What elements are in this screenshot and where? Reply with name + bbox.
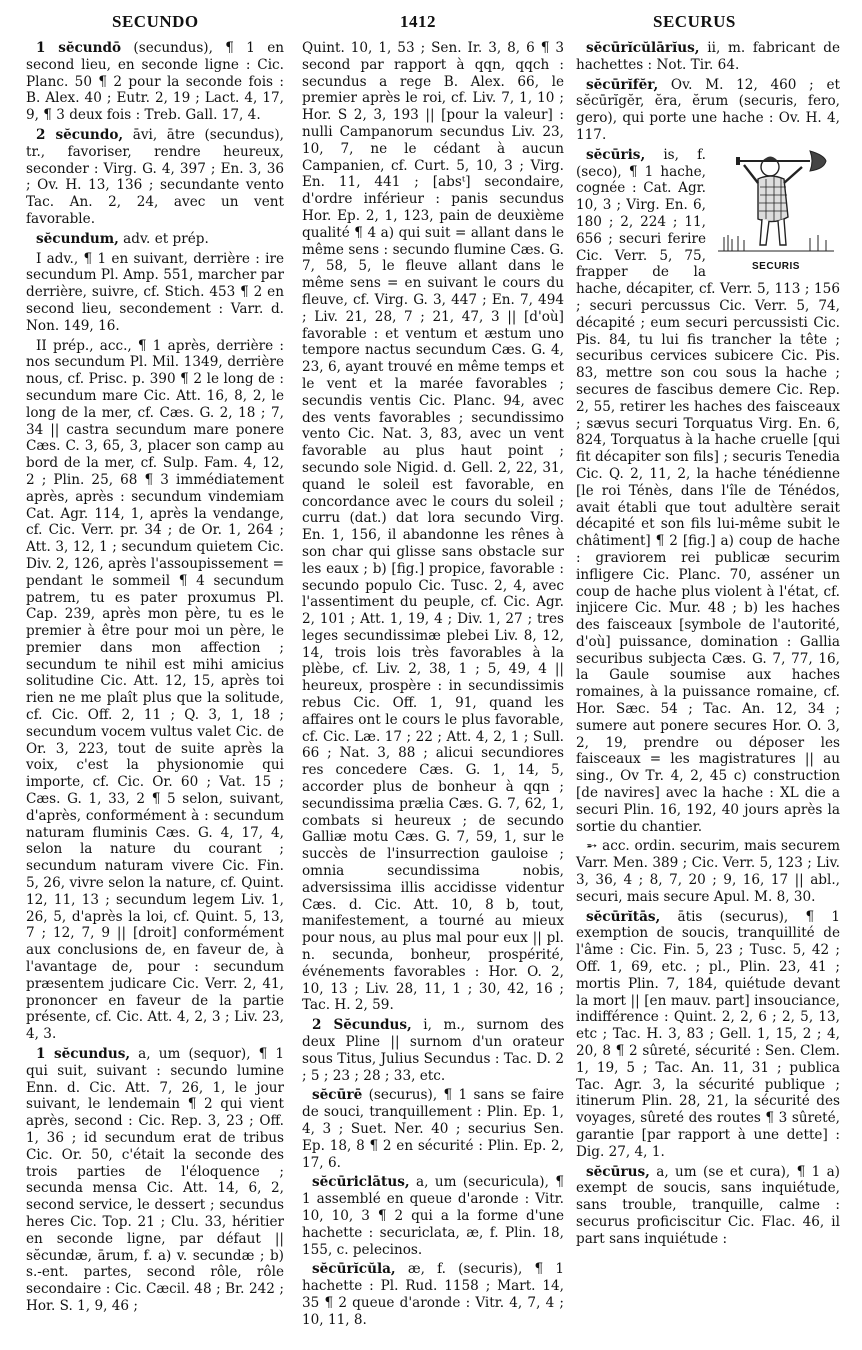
entry-text: adv. et prép. xyxy=(118,230,209,247)
entry-headword: sĕcūrĭcŭlārĭus, xyxy=(586,40,700,56)
entry-text: a, um (sequor), ¶ 1 qui suit, suivant : secundo lumine Enn. d. Cic. Att. 7, 26, 1, le jour suivant, le lendemain ¶ 2 qui vient après, second : Cic. Rep. 3, 23 ; Off. 1, 36 ; id secundum erat de tribus Cic. Or. 50, c'était la seconde des trois parties de l'éloquence ; secunda mensa Cic. Att. 14, 6, 2, second service, le dessert ; secundus heres Cic. Top. 21 ; Clu. 33, héritier en seconde ligne, par défaut || sĕcundæ, ārum, f. a) v. secundæ ; b) s.-ent. partes, second rôle, rôle secondaire : Cic. Cæcil. 48 ; Br. 242 ; Hor. S. 1, 9, 46 ; xyxy=(26,1046,285,1314)
entry-headword: sĕcūris, xyxy=(586,146,646,163)
entry-headword: 2 Sĕcundus, xyxy=(312,1017,412,1034)
entry-text: a, um (se et cura), ¶ 1 a) exempt de soucis, sans inquiétude, sans trouble, tranquille, calme : securus proficiscitur Cic. Flac. 46, il part sans inquiétude : xyxy=(576,1163,840,1247)
entry-text: (secundus), ¶ 1 en second lieu, en seconde ligne : Cic. Planc. 50 ¶ 2 pour la seconde fois : B. Alex. 40 ; Eutr. 2, 19 ; Lact. 4, 17, 9, ¶ 3 deux fois : Treb. Gall. 17, 4. xyxy=(26,40,284,124)
entry-text: Ov. M. 12, 460 ; et sĕcūrĭgĕr, ĕra, ĕrum (securis, fero, gero), qui porte une hache : Ov. H. 4, 117. xyxy=(576,76,840,143)
page-number: 1412 xyxy=(400,12,436,31)
header-first-entry: SECUNDO xyxy=(112,12,199,31)
lictor-with-axe-icon xyxy=(714,147,838,257)
entry-headword: 2 sĕcundo, xyxy=(36,126,124,143)
entry-text: (securus), ¶ 1 sans se faire de souci, tranquillement : Plin. Ep. 1, 4, 3 ; Suet. Ner. 40 ; securius Sen. Ep. 18, 8 ¶ 2 en sécurité : Plin. Ep. 2, 17, 6. xyxy=(302,1087,564,1171)
entry-headword: sĕcūrĭtās, xyxy=(586,908,661,925)
header-last-entry: SECURUS xyxy=(653,12,736,31)
entry xyxy=(26,231,284,248)
entry xyxy=(576,147,840,836)
entry xyxy=(302,1174,564,1258)
figure-caption: SECURIS xyxy=(752,260,800,272)
entry-text: II prép., acc., ¶ 1 après, derrière : nos secundum Pl. Mil. 1349, derrière nous, cf. Prisc. p. 390 ¶ 2 le long de : secundum mare Cic. Att. 16, 8, 2, le long de la mer, cf. Cæs. G. 2, 18 ; 7, 34 || castra secundum mare ponere Cæs. C. 3, 65, 3, placer son camp au bord de la mer, cf. Sulp. Fam. 4, 12, 2 ; Plin. 25, 68 ¶ 3 immédiatement après, après : secundum vindemiam Cat. Agr. 114, 1, après la vendange, cf. Cic. Verr. pr. 34 ; de Or. 1, 264 ; Att. 3, 12, 1 ; secundum quietem Cic. Div. 2, 126, après l'assoupissement = pendant le sommeil ¶ 4 secundum patrem, tu es pater proxumus Pl. Cap. 239, après mon père, tu es le premier à être pour moi un père, le premier dans mon affection ; secundum te nihil est mihi amicius solitudine Cic. Att. 12, 15, après toi rien ne me plaît plus que la solitude, cf. Cic. Off. 2, 11 ; Q. 3, 1, 18 ; secundum vocem vultus valet Cic. de Or. 3, 223, tout de suite après la voix, c'est la physionomie qui importe, cf. Cic. Or. 60 ; Vat. 15 ; Cæs. G. 1, 33, 2 ¶ 5 selon, suivant, d'après, conformément à : secundum naturam fluminis Cæs. G. 4, 17, 4, selon la nature du courant ; secundum naturam vivere Cic. Fin. 5, 26, vivre selon la nature, cf. Quint. 12, 11, 13 ; secundum legem Liv. 1, 26, 5, d'après la loi, cf. Quint. 5, 13, 7 ; 12, 7, 9 || [droit] conformément aux conclusions de, en faveur de, à l'avantage de, pour : secundum præsentem judicare Cic. Verr. 2, 41, prononcer en faveur de la partie présente, cf. Cic. Att. 4, 2, 3 ; Liv. 23, 4, 3. xyxy=(26,337,284,1043)
entry-headword: sĕcūrus, xyxy=(586,1163,650,1180)
column-2 xyxy=(302,40,564,1332)
entry-headword: sĕcūriclātus, xyxy=(312,1174,410,1191)
entry-section xyxy=(26,338,284,1043)
entry-text: Quint. 10, 1, 53 ; Sen. Ir. 3, 8, 6 ¶ 3 second par rapport à qqn, qqch : secundus a rege B. Alex. 66, le premier après le roi, cf. Liv. 7, 1, 10 ; Hor. S 2, 3, 193 || [pour la valeur] : nulli Campanorum secundus Liv. 23, 10, 7, ne le cédant à aucun Campanien, cf. Curt. 5, 10, 3 ; Virg. En. 11, 441 ; [absᵗ] secondaire, d'ordre inférieur : panis secundus Hor. Ep. 2, 1, 123, pain de deuxième qualité ¶ 4 a) qui suit = allant dans le même sens : secundo flumine Cæs. G. 7, 58, 5, le fleuve allant dans le même sens = en suivant le cours du fleuve, cf. Virg. G. 3, 447 ; En. 7, 494 ; Liv. 21, 28, 7 ; 21, 47, 3 || [d'où] favorable : et ventum et æstum uno tempore nactus secundum Cæs. G. 4, 23, 6, ayant trouvé en même temps et le vent et la marée favorables ; secundis ventis Cic. Planc. 94, avec des vents favorables ; secundissimo vento Cic. Nat. 3, 83, avec un vent favorable au plus haut point ; secundo sole Nigid. d. Gell. 2, 22, 31, quand le soleil est favorable, en concordance avec le cours du soleil ; curru (dat.) dat lora secundo Virg. En. 1, 156, il abandonne les rênes à son char qui glisse sans obstacle sur les eaux ; b) [fig.] propice, favorable : secundo populo Cic. Tusc. 2, 4, avec l'assentiment du peuple, cf. Cic. Agr. 2, 101 ; Att. 1, 19, 4 ; Div. 1, 27 ; tres leges secundissimæ plebei Liv. 8, 12, 14, trois lois très favorables à la plèbe, cf. Liv. 2, 38, 1 ; 5, 49, 4 || heureux, prospère : in secundissimis rebus Cic. Off. 1, 91, quand les affaires ont le cours le plus favorable, cf. Cic. Læ. 17 ; 22 ; Att. 4, 2, 1 ; Sull. 66 ; Nat. 3, 88 ; alicui secundiores res concedere Cæs. G. 1, 14, 5, accorder plus de bonheur à qqn ; secundissima prælia Cæs. G. 7, 62, 1, combats si heureux ; de secundo Galliæ motu Cæs. G. 7, 59, 1, sur le succès de l'insurrection gauloise ; omnia secundissima nobis, adversissima illis accidisse videntur Cæs. d. Cic. Att. 10, 8 b, tout, manifestement, a tourné au mieux pour nous, au plus mal pour eux || pl. n. secunda, bonheur, prospérité, événements favorables : Hor. O. 2, 10, 13 ; Liv. 28, 11, 1 ; 30, 42, 16 ; Tac. H. 2, 59. xyxy=(302,40,564,1014)
entry xyxy=(576,1164,840,1248)
entry-headword: sĕcundum, xyxy=(36,230,119,247)
entry-headword: 1 sĕcundō xyxy=(36,40,122,56)
entry xyxy=(302,1087,564,1171)
entry-headword: sĕcūrē xyxy=(312,1087,363,1104)
entry xyxy=(576,77,840,144)
entry xyxy=(26,1046,284,1315)
column-3 xyxy=(576,40,840,1251)
entry xyxy=(302,1017,564,1084)
entry-continuation xyxy=(302,40,564,1014)
entry xyxy=(26,40,284,124)
entry xyxy=(576,909,840,1161)
entry-text: āvi, ātre (secundus), tr., favoriser, rendre heureux, seconder : Virg. G. 4, 397 ; En. 3, 36 ; Ov. H. 13, 136 ; secundante vento Tac. An. 2, 24, avec un vent favorable. xyxy=(26,126,284,227)
entry-text: is, f. (seco), ¶ 1 hache, cognée : Cat. Agr. 10, 3 ; Virg. En. 6, 180 ; 2, 224 ; 11, 656 ; securi ferire Cic. Verr. 5, 75, frapper de la hache, décapiter, cf. Verr. 5, 113 ; 156 ; securi percussus Cic. Verr. 5, 74, décapité ; eum securi percussisti Cic. Pis. 84, tu lui fis trancher la tête ; securibus cervices subicere Cic. Pis. 83, mettre son cou sous la hache ; secures de fascibus demere Cic. Rep. 2, 55, retirer les haches des faisceaux ; sævus securi Torquatus Virg. En. 6, 824, Torquatus à la hache cruelle [qui fit décapiter son fils] ; securis Tenedia Cic. Q. 2, 11, 2, la hache ténédienne [le roi Ténès, dans l'île de Ténédos, avait établi que tout adultère serait décapité et son fils lui-même subit le châtiment] ¶ 2 [fig.] a) coup de hache : graviorem rei publicæ securim infligere Cic. Planc. 70, asséner un coup de hache plus violent à l'état, cf. injicere Cic. Mur. 48 ; b) les haches des faisceaux [symbole de l'autorité, d'où] puissance, domination : Gallia securibus subjecta Cæs. G. 7, 77, 16, la Gaule soumise aux haches romaines, à la puissance romaine, cf. Hor. Sæc. 54 ; Tac. An. 12, 34 ; sumere aut ponere secures Hor. O. 3, 2, 19, prendre ou déposer les faisceaux = les magistratures || au sing., Ov Tr. 4, 2, 45 c) construction [de navires] avec la hache : XL die a securi Plin. 16, 192, 40 jours après la sortie du chantier. xyxy=(576,146,840,835)
entry xyxy=(576,40,840,74)
entry-text: i, m., surnom des deux Pline || surnom d'un orateur sous Titus, Julius Secundus : Tac. D. 2 ; 5 ; 23 ; 28 ; 33, etc. xyxy=(302,1017,564,1084)
entry xyxy=(26,127,284,228)
entry-headword: sĕcūrĭfĕr, xyxy=(586,76,659,93)
securis-illustration xyxy=(712,147,840,273)
column-1 xyxy=(26,40,284,1318)
entry-text: a, um (securicula), ¶ 1 assemblé en queue d'aronde : Vitr. 10, 10, 3 ¶ 2 qui a la forme d'une hachette : securiclata, æ, f. Plin. 18, 155, c. pelecinos. xyxy=(302,1174,564,1258)
entry-text: ii, m. fabricant de hachettes : Not. Tir. 64. xyxy=(576,40,840,73)
running-header xyxy=(0,12,862,36)
entry xyxy=(302,1261,564,1328)
entry-text: ➵ acc. ordin. securim, mais securem Varr. Men. 389 ; Cic. Verr. 5, 123 ; Liv. 3, 36, 4 ; 8, 7, 20 ; 9, 16, 17 || abl., securi, mais secure Apul. M. 8, 30. xyxy=(576,838,840,905)
entry-text: I adv., ¶ 1 en suivant, derrière : ire secundum Pl. Amp. 551, marcher par derrière, suivre, cf. Stich. 453 ¶ 2 en second lieu, secondement : Varr. d. Non. 149, 16. xyxy=(26,250,284,334)
entry-note xyxy=(576,838,840,905)
entry-section xyxy=(26,251,284,335)
entry-text: ātis (securus), ¶ 1 exemption de soucis, tranquillité de l'âme : Cic. Fin. 5, 23 ; Tusc. 5, 42 ; Off. 1, 69, etc. ; pl., Plin. 23, 41 ; mortis Plin. 7, 184, quiétude devant la mort || [en mauv. part] insouciance, indifférence : Quint. 2, 2, 6 ; 2, 5, 13, etc ; Tac. H. 3, 83 ; Gell. 1, 15, 2 ; 4, 20, 8 ¶ 2 sûreté, sécurité : Sen. Clem. 1, 19, 5 ; Tac. An. 11, 31 ; publica Tac. Agr. 3, la sécurité publique ; itinerum Plin. 28, 21, la sécurité des voyages, sûreté des routes ¶ 3 sûreté, garantie [par rapport à une dette] : Dig. 27, 4, 1. xyxy=(576,908,840,1160)
entry-text: æ, f. (securis), ¶ 1 hachette : Pl. Rud. 1158 ; Mart. 14, 35 ¶ 2 queue d'aronde : Vitr. 4, 7, 4 ; 10, 11, 8. xyxy=(302,1261,564,1328)
entry-headword: sĕcūrĭcŭla, xyxy=(312,1261,396,1278)
entry-headword: 1 sĕcundus, xyxy=(36,1046,131,1063)
